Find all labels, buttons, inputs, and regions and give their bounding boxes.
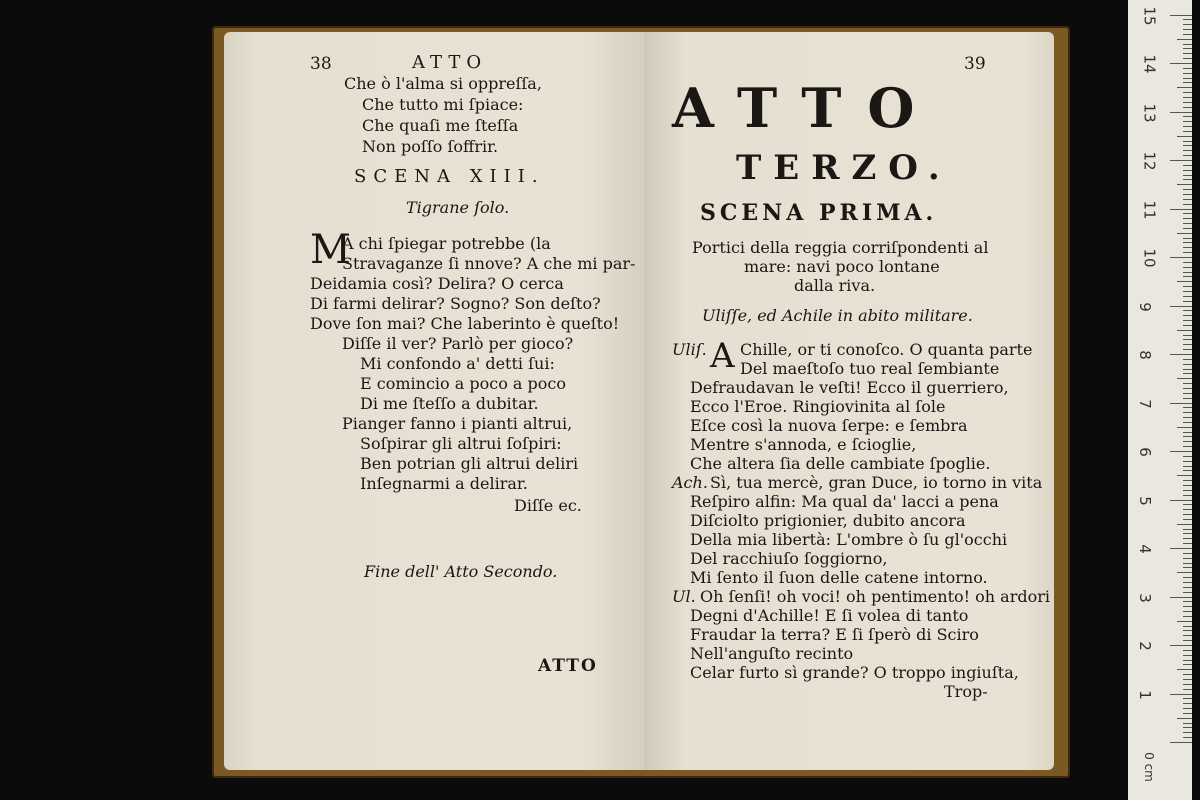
ruler-tick [1183,68,1192,69]
ruler-tick [1183,640,1192,641]
ruler-tick [1183,359,1192,360]
ruler-tick [1183,252,1192,253]
recit-line: E comincio a poco a poco [360,374,567,393]
ruler-tick [1183,383,1192,384]
ruler-tick [1183,422,1192,423]
ruler-tick [1183,29,1192,30]
ruler-tick [1183,126,1192,127]
ruler-tick [1177,427,1192,428]
ruler-tick [1170,597,1192,598]
ruler-number: 10 [1140,248,1159,268]
ruler-tick [1183,175,1192,176]
ruler-tick [1183,485,1192,486]
verse-line: Che ò l'alma si oppreſſa, [344,74,542,93]
act-number: TERZO. [736,148,952,188]
ruler-tick [1183,189,1192,190]
ruler-tick [1183,170,1192,171]
ruler-tick [1183,727,1192,728]
ruler-tick [1177,87,1192,88]
scene-heading: SCENA PRIMA. [700,200,938,226]
recit-line: Diſſe il ver? Parlò per gioco? [342,334,574,353]
ruler-number: 8 [1135,350,1154,360]
dialogue-line: Che altera ſia delle cambiate ſpoglie. [690,454,991,473]
ruler-tick [1183,213,1192,214]
dialogue-line: Degni d'Achille! E ſi volea di tanto [690,606,969,625]
ruler-tick [1183,723,1192,724]
ruler-tick [1183,660,1192,661]
dialogue-line: Celar furto sì grande? O troppo ingiuſta, [690,663,1019,682]
left-page-number: 38 [310,54,332,74]
ruler-tick [1183,509,1192,510]
ruler-tick [1183,247,1192,248]
ruler-tick [1183,369,1192,370]
measurement-ruler [1128,0,1192,800]
ruler-tick [1177,184,1192,185]
recit-line: Inſegnarmi a delirar. [360,474,528,493]
ruler-tick [1183,73,1192,74]
ruler-tick [1183,276,1192,277]
ruler-tick [1170,451,1192,452]
ruler-tick [1170,257,1192,258]
ruler-number: 3 [1135,592,1154,603]
ruler-tick [1183,713,1192,714]
ruler-tick [1177,281,1192,282]
ruler-tick [1170,742,1192,743]
ruler-tick [1170,306,1192,307]
ruler-number: 13 [1140,102,1159,123]
ruler-tick [1183,19,1192,20]
ruler-tick [1183,592,1192,593]
ruler-tick [1183,529,1192,530]
act-title: ATTO [672,76,941,140]
ruler-tick [1170,354,1192,355]
ruler-number: 11 [1140,199,1159,220]
ruler-tick [1183,272,1192,273]
da-capo: Diſſe ec. [514,496,582,515]
ruler-tick [1183,131,1192,132]
recit-line: Di me ſteſſo a dubitar. [360,394,539,413]
ruler-tick [1183,335,1192,336]
ruler-tick [1183,34,1192,35]
ruler-tick [1183,82,1192,83]
ruler-tick [1183,490,1192,491]
ruler-tick [1183,199,1192,200]
dialogue-line: Chille, or ti conoſco. O quanta parte [740,340,1033,359]
ruler-tick [1183,58,1192,59]
verse-line: Che quaſi me ſteſſa [362,116,519,135]
ruler-tick [1183,373,1192,374]
ruler-number: 4 [1135,544,1154,554]
speaker-label: Uliſ. [672,340,707,359]
ruler-tick [1183,436,1192,437]
speaker-label: Ach. [672,473,708,492]
dialogue-line: Mentre s'annoda, e ſcioglie, [690,435,917,454]
ruler-tick [1177,233,1192,234]
verse-line: Non poſſo ſoffrir. [362,137,499,156]
setting-line: dalla riva. [794,276,876,295]
ruler-tick [1183,238,1192,239]
ruler-tick [1183,78,1192,79]
ruler-tick [1183,393,1192,394]
ruler-tick [1177,718,1192,719]
act-end: Fine dell' Atto Secondo. [364,562,558,581]
ruler-tick [1183,655,1192,656]
dialogue-line: Eſce così la nuova ſerpe: e ſembra [690,416,968,435]
ruler-number: 9 [1135,301,1154,312]
ruler-tick [1183,679,1192,680]
ruler-tick [1183,417,1192,418]
ruler-tick [1183,262,1192,263]
ruler-tick [1183,538,1192,539]
ruler-tick [1183,470,1192,471]
ruler-tick [1183,441,1192,442]
ruler-tick [1183,301,1192,302]
ruler-tick [1183,315,1192,316]
ruler-tick [1183,504,1192,505]
ruler-tick [1183,461,1192,462]
ruler-tick [1170,15,1192,16]
ruler-tick [1183,630,1192,631]
ruler-tick [1183,519,1192,520]
ruler-tick [1183,708,1192,709]
ruler-tick [1170,548,1192,549]
ruler-unit-label: 0 cm [1141,752,1156,782]
ruler-tick [1183,466,1192,467]
ruler-tick [1170,500,1192,501]
ruler-tick [1183,121,1192,122]
recit-line: Deidamia così? Delira? O cerca [310,274,564,293]
ruler-tick [1183,616,1192,617]
ruler-tick [1170,112,1192,113]
ruler-tick [1183,606,1192,607]
ruler-tick [1177,378,1192,379]
ruler-tick [1183,48,1192,49]
dialogue-line: Fraudar la terra? E ſi ſperò di Sciro [690,625,979,644]
dialogue-line: Nell'anguſto recinto [690,644,854,663]
ruler-tick [1170,645,1192,646]
ruler-tick [1183,218,1192,219]
ruler-tick [1170,160,1192,161]
ruler-tick [1183,267,1192,268]
ruler-tick [1183,650,1192,651]
ruler-tick [1177,572,1192,573]
characters: Uliſſe, ed Achile in abito militare. [702,306,973,325]
recit-line: Dove ſon mai? Che laberinto è queſto! [310,314,620,333]
ruler-tick [1183,344,1192,345]
ruler-tick [1183,514,1192,515]
dialogue-line: Ecco l'Eroe. Ringiovinita al ſole [690,397,946,416]
right-page-number: 39 [964,54,986,74]
ruler-tick [1183,97,1192,98]
ruler-tick [1183,107,1192,108]
ruler-tick [1183,364,1192,365]
ruler-tick [1183,533,1192,534]
left-catchword: ATTO [538,656,598,676]
ruler-tick [1183,24,1192,25]
ruler-tick [1183,349,1192,350]
dialogue-line: Reſpiro alfin: Ma qual da' lacci a pena [690,492,999,511]
dialogue-line: Del maeſtoſo tuo real ſembiante [740,359,1000,378]
scene-heading: SCENA XIII. [354,166,545,187]
setting-line: Portici della reggia corriſpondenti al [692,238,989,257]
dialogue-line: Mi ſento il ſuon delle catene intorno. [690,568,988,587]
ruler-tick [1183,339,1192,340]
setting-line: mare: navi poco lontane [744,257,940,276]
ruler-tick [1183,291,1192,292]
ruler-tick [1183,150,1192,151]
ruler-tick [1183,611,1192,612]
dialogue-line: Diſciolto prigionier, dubito ancora [690,511,966,530]
ruler-tick [1183,155,1192,156]
ruler-tick [1170,209,1192,210]
ruler-tick [1183,456,1192,457]
ruler-number: 6 [1135,447,1154,457]
ruler-tick [1183,53,1192,54]
open-book [212,26,1070,778]
ruler-tick [1177,39,1192,40]
ruler-tick [1183,703,1192,704]
ruler-tick [1183,446,1192,447]
ruler-tick [1183,664,1192,665]
ruler-number: 14 [1140,54,1159,74]
ruler-tick [1177,136,1192,137]
dialogue-line: Della mia libertà: L'ombre ò ſu gl'occhi [690,530,1008,549]
ruler-tick [1183,204,1192,205]
ruler-tick [1183,44,1192,45]
dialogue-line: Oh ſenſi! oh voci! oh pentimento! oh ardori [700,587,1051,606]
right-catchword: Trop- [944,682,988,701]
ruler-tick [1183,310,1192,311]
drop-cap: M [310,227,351,273]
recit-line: Soſpirar gli altrui ſoſpiri: [360,434,562,453]
ruler-tick [1183,388,1192,389]
ruler-tick [1183,689,1192,690]
ruler-tick [1183,325,1192,326]
ruler-tick [1183,601,1192,602]
ruler-tick [1183,165,1192,166]
ruler-number: 2 [1135,641,1154,651]
verse-line: Che tutto mi ſpiace: [362,95,524,114]
dialogue-line: Defraudavan le veſti! Ecco il guerriero, [690,378,1009,397]
ruler-tick [1183,116,1192,117]
ruler-tick [1183,558,1192,559]
ruler-tick [1177,621,1192,622]
ruler-tick [1177,475,1192,476]
ruler-tick [1183,296,1192,297]
ruler-tick [1183,398,1192,399]
ruler-tick [1183,145,1192,146]
ruler-tick [1183,737,1192,738]
ruler-tick [1177,669,1192,670]
recit-line: Di farmi delirar? Sogno? Son deſto? [310,294,601,313]
ruler-number: 7 [1135,398,1154,409]
stage-direction: Tigrane ſolo. [406,198,510,217]
dialogue-line: Del racchiuſo ſoggiorno, [690,549,888,568]
ruler-tick [1183,577,1192,578]
ruler-tick [1177,330,1192,331]
recit-line: Pianger fanno i pianti altrui, [342,414,573,433]
ruler-tick [1183,553,1192,554]
ruler-number: 1 [1135,689,1154,700]
ruler-tick [1177,524,1192,525]
ruler-tick [1183,407,1192,408]
ruler-tick [1183,563,1192,564]
ruler-tick [1183,582,1192,583]
ruler-tick [1170,403,1192,404]
ruler-tick [1183,480,1192,481]
ruler-tick [1170,63,1192,64]
ruler-tick [1183,626,1192,627]
recit-line: Ben potrian gli altrui deliri [360,454,579,473]
ruler-number: 15 [1140,5,1159,26]
drop-cap: A [710,336,735,376]
ruler-tick [1183,228,1192,229]
ruler-tick [1183,567,1192,568]
ruler-tick [1183,242,1192,243]
ruler-tick [1183,635,1192,636]
ruler-tick [1183,495,1192,496]
ruler-tick [1183,286,1192,287]
ruler-tick [1183,223,1192,224]
ruler-tick [1183,432,1192,433]
recit-line: A chi ſpiegar potrebbe (la [342,234,551,253]
ruler-tick [1183,141,1192,142]
ruler-tick [1183,587,1192,588]
running-head: ATTO [412,52,488,73]
ruler-tick [1183,412,1192,413]
left-page [224,32,644,770]
speaker-label: Ul. [672,587,696,606]
ruler-tick [1183,179,1192,180]
recit-line: Mi confondo a' detti ſui: [360,354,555,373]
dialogue-line: Sì, tua mercè, gran Duce, io torno in vita [710,473,1043,492]
ruler-tick [1183,732,1192,733]
ruler-tick [1183,684,1192,685]
ruler-tick [1183,102,1192,103]
ruler-tick [1183,320,1192,321]
right-page [644,32,1054,770]
ruler-tick [1183,674,1192,675]
ruler-tick [1183,194,1192,195]
ruler-tick [1170,694,1192,695]
ruler-tick [1183,698,1192,699]
recit-line: Stravaganze ſi nnove? A che mi par- [342,254,636,273]
ruler-tick [1183,92,1192,93]
ruler-number: 12 [1140,151,1159,171]
ruler-number: 5 [1135,495,1154,506]
ruler-tick [1183,543,1192,544]
